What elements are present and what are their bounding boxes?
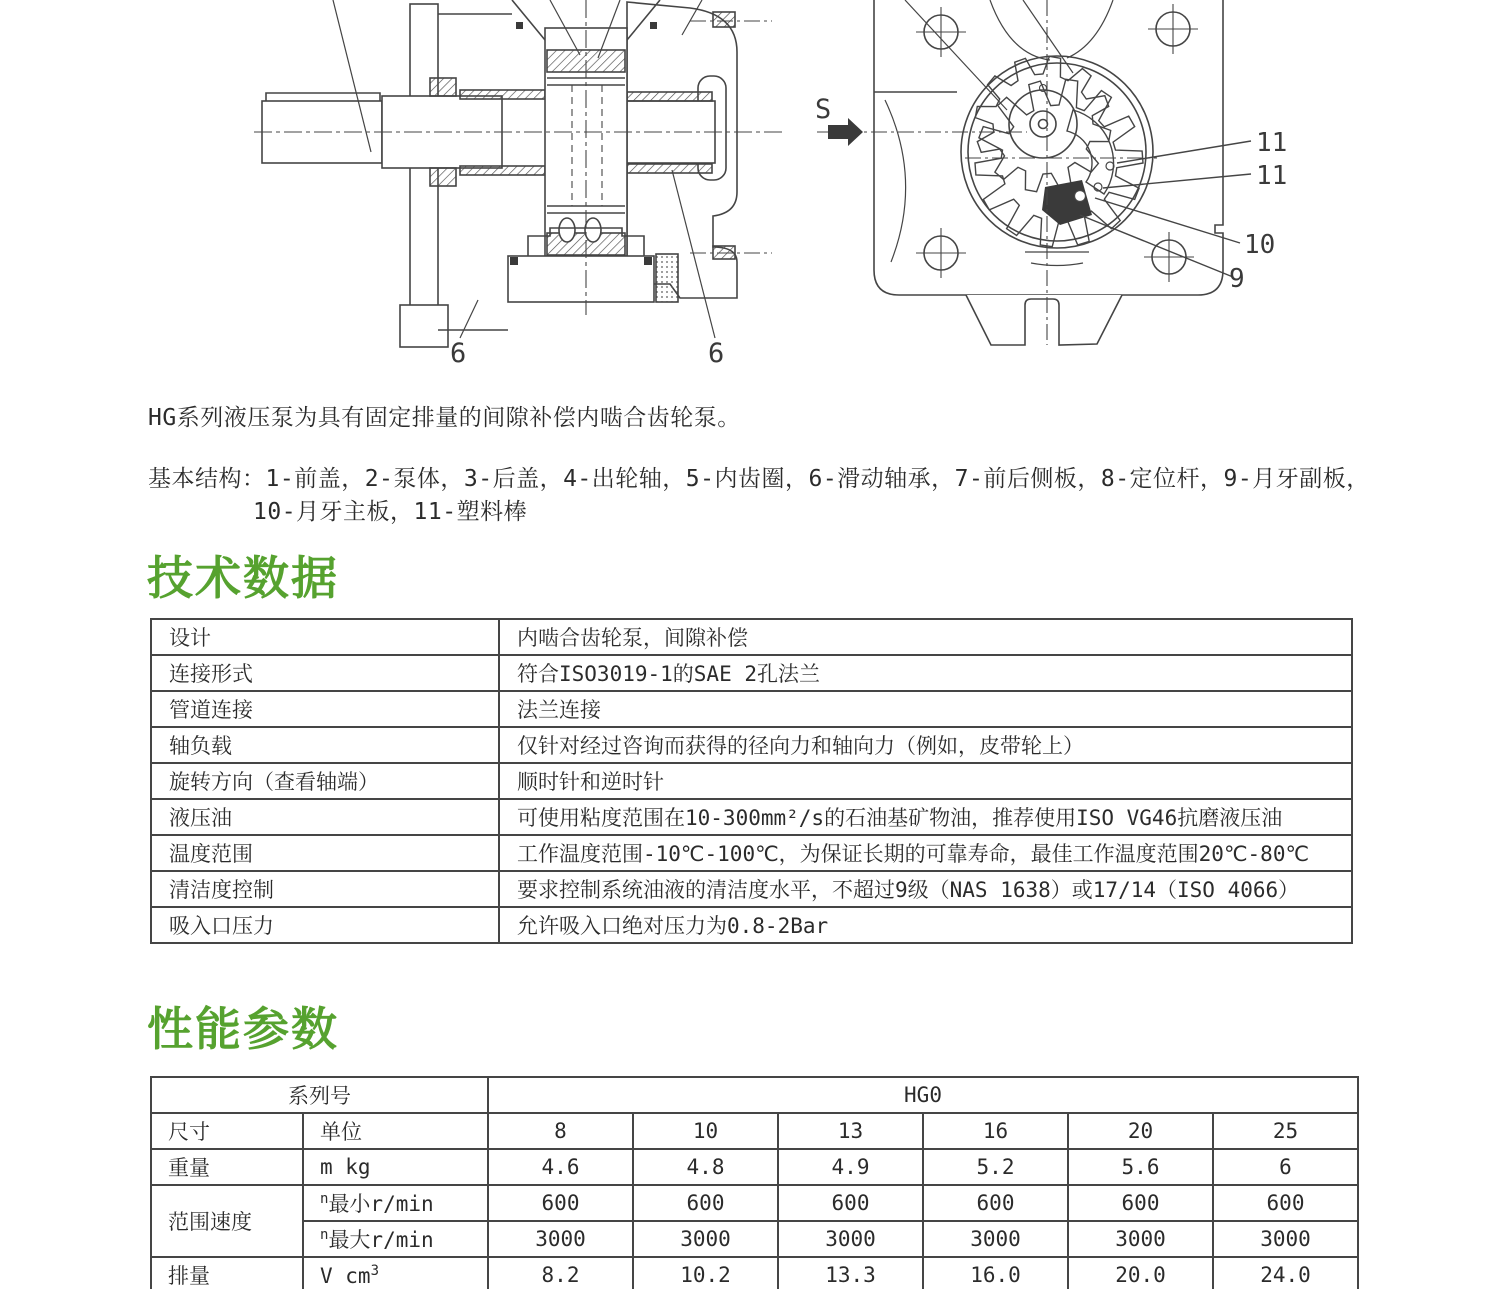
tech-value: 可使用粘度范围在10-300mm²/s的石油基矿物油，推荐使用ISO VG46抗磨液压油 <box>499 799 1352 835</box>
tech-label: 设计 <box>151 619 499 655</box>
cell-value: 4.6 <box>488 1149 633 1185</box>
cell-value: 13.3 <box>778 1257 923 1289</box>
screw-top <box>713 12 735 27</box>
cell-value: 16.0 <box>923 1257 1068 1289</box>
cell-value: 4.8 <box>633 1149 778 1185</box>
size-value: 25 <box>1213 1113 1358 1149</box>
slide-bearing <box>627 92 712 101</box>
pump-section-drawing <box>250 0 790 365</box>
tech-label: 吸入口压力 <box>151 907 499 943</box>
cell-value: 4.9 <box>778 1149 923 1185</box>
table-row <box>151 1113 1358 1149</box>
cell-value: 8.2 <box>488 1257 633 1289</box>
structure-text-line1: 基本结构：1-前盖，2-泵体，3-后盖，4-出轮轴，5-内齿圈，6-滑动轴承，7-前后侧板，8-定位杆，9-月牙副板， <box>148 466 1370 492</box>
cell-value: 600 <box>1213 1185 1358 1221</box>
part-label-9: 9 <box>1229 264 1245 294</box>
slide-bearing <box>627 164 712 173</box>
size-value: 16 <box>923 1113 1068 1149</box>
cell-value: 20.0 <box>1068 1257 1213 1289</box>
row-unit: m kg <box>303 1149 488 1185</box>
table-row <box>151 835 1352 871</box>
table-row <box>151 907 1352 943</box>
tech-label: 轴负载 <box>151 727 499 763</box>
row-unit: $^n$最大r/min <box>303 1221 488 1257</box>
cell-value: 3000 <box>488 1221 633 1257</box>
filter-block <box>656 254 678 302</box>
series-label: 系列号 <box>151 1077 488 1113</box>
intro-text: HG系列液压泵为具有固定排量的间隙补偿内啮合齿轮泵。 <box>148 405 741 431</box>
cell-value: 3000 <box>778 1221 923 1257</box>
table-row <box>151 1185 1358 1221</box>
shaft-seal-bottom <box>430 168 456 186</box>
s-flow-arrow-icon <box>828 118 863 146</box>
cell-value: 3000 <box>633 1221 778 1257</box>
row-unit: $^n$最小r/min <box>303 1185 488 1221</box>
table-row <box>151 727 1352 763</box>
structure-text-line2: 10-月牙主板，11-塑料棒 <box>253 499 528 525</box>
size-value: 8 <box>488 1113 633 1149</box>
table-row <box>151 691 1352 727</box>
part-label-11a: 11 <box>1256 128 1288 158</box>
mounting-foot <box>966 295 1122 345</box>
cell-value: 3000 <box>1213 1221 1358 1257</box>
tech-label: 旋转方向（查看轴端） <box>151 763 499 799</box>
performance-table <box>150 1076 1359 1289</box>
cell-value: 5.6 <box>1068 1149 1213 1185</box>
table-row <box>151 871 1352 907</box>
cell-value: 600 <box>923 1185 1068 1221</box>
table-row <box>151 1257 1358 1289</box>
shaft-seal-top <box>430 78 456 96</box>
bearing-ball <box>559 218 575 242</box>
tech-data-heading: 技术数据 <box>147 551 339 605</box>
row-label: 范围速度 <box>151 1185 303 1257</box>
row-label: 重量 <box>151 1149 303 1185</box>
table-row <box>151 1077 1358 1113</box>
cell-value: 24.0 <box>1213 1257 1358 1289</box>
bearing-ball <box>585 218 601 242</box>
tech-value: 内啮合齿轮泵，间隙补偿 <box>499 619 1352 655</box>
part-label-6-right: 6 <box>708 338 725 365</box>
table-row <box>151 1149 1358 1185</box>
row-unit: V $cm^3$ <box>303 1257 488 1289</box>
tech-value: 仅针对经过咨询而获得的径向力和轴向力（例如，皮带轮上） <box>499 727 1352 763</box>
part-label-11b: 11 <box>1256 161 1288 191</box>
table-row <box>151 655 1352 691</box>
size-value: 13 <box>778 1113 923 1149</box>
cell-value: 600 <box>1068 1185 1213 1221</box>
bottom-plate <box>508 256 654 302</box>
cell-value: 3000 <box>923 1221 1068 1257</box>
row-label: 排量 <box>151 1257 303 1289</box>
cell-value: 600 <box>488 1185 633 1221</box>
table-row <box>151 799 1352 835</box>
performance-heading: 性能参数 <box>147 1002 339 1056</box>
tech-data-table <box>150 618 1353 944</box>
port-label-s: S <box>815 94 832 125</box>
shaft-right <box>627 101 715 163</box>
tech-value: 法兰连接 <box>499 691 1352 727</box>
series-value: HG0 <box>488 1077 1358 1113</box>
unit-header: 单位 <box>303 1113 488 1149</box>
tech-value: 允许吸入口绝对压力为0.8-2Bar <box>499 907 1352 943</box>
tech-label: 液压油 <box>151 799 499 835</box>
part-label-10: 10 <box>1244 230 1276 260</box>
table-row <box>151 1221 1358 1257</box>
table-row <box>151 619 1352 655</box>
tech-label: 清洁度控制 <box>151 871 499 907</box>
size-header: 尺寸 <box>151 1113 303 1149</box>
size-value: 20 <box>1068 1113 1213 1149</box>
slide-bearing <box>460 166 545 175</box>
tech-value: 要求控制系统油液的清洁度水平，不超过9级（NAS 1638）或17/14（ISO 4066） <box>499 871 1352 907</box>
tech-value: 顺时针和逆时针 <box>499 763 1352 799</box>
tech-label: 温度范围 <box>151 835 499 871</box>
tech-label: 连接形式 <box>151 655 499 691</box>
pump-front-drawing <box>795 0 1295 365</box>
size-value: 10 <box>633 1113 778 1149</box>
table-row <box>151 763 1352 799</box>
tech-value: 工作温度范围-10℃-100℃，为保证长期的可靠寿命，最佳工作温度范围20℃-80℃ <box>499 835 1352 871</box>
cell-value: 600 <box>778 1185 923 1221</box>
slide-bearing <box>460 90 545 99</box>
cell-value: 10.2 <box>633 1257 778 1289</box>
cell-value: 3000 <box>1068 1221 1213 1257</box>
cell-value: 600 <box>633 1185 778 1221</box>
part-label-6-left: 6 <box>450 338 467 365</box>
tech-value: 符合ISO3019-1的SAE 2孔法兰 <box>499 655 1352 691</box>
front-cover-foot <box>400 305 448 347</box>
tech-label: 管道连接 <box>151 691 499 727</box>
cell-value: 6 <box>1213 1149 1358 1185</box>
cell-value: 5.2 <box>923 1149 1068 1185</box>
